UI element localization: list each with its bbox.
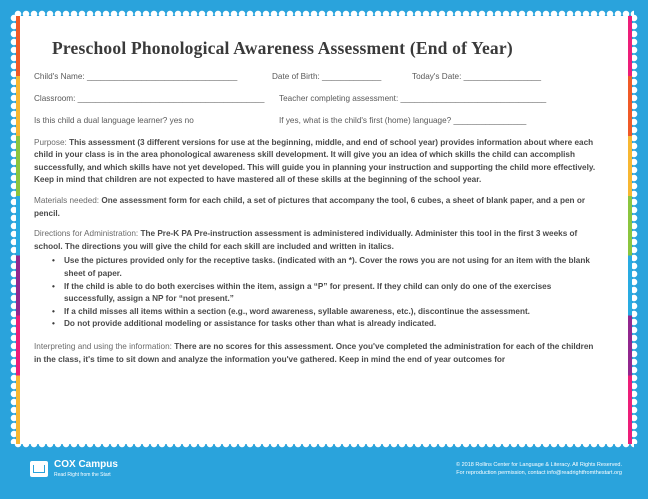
materials-text: One assessment form for each child, a set of pictures that accompany the tool, 6 cubes, a sheet of blank paper, and a pen or pencil.	[34, 195, 586, 218]
field-row-name	[34, 71, 596, 83]
list-item: • Do not provide additional modeling or assistance for tasks other than what is already indicated.	[64, 318, 596, 331]
color-strip-right	[628, 16, 632, 444]
interpreting-text: There are no scores for this assessment. Once you've completed the administration for each of the children in the class, it's time to sit down and analyze the information you've gathered. Keep in mind the end of year outcomes for	[34, 341, 594, 364]
list-item: • Use the pictures provided only for the receptive tasks. (indicated with an *). Cover the rows you are not using for an item with the blank sheet of paper.	[64, 255, 596, 280]
classroom-field: Classroom: _________________________________________	[34, 93, 265, 103]
permission-text: For reproduction permission, contact info@readrightfromthestart.org	[456, 470, 622, 476]
color-strip-left	[16, 16, 20, 444]
purpose-paragraph	[34, 137, 596, 187]
page-title: Preschool Phonological Awareness Assessment (End of Year)	[52, 38, 513, 58]
field-row-classroom	[34, 93, 596, 105]
logo-name: COX Campus	[54, 459, 118, 470]
purpose-label: Purpose:	[34, 137, 67, 147]
purpose-text: This assessment (3 different versions for use at the beginning, middle, and end of school year) provides information about where each child in your class is in the area phonological awareness skill development. It will give you an idea of which skills the child can accomplish successfully, and which skills have not yet developed. This will guide you in planning your instruction and supporting the child more effectively. Keep in mind that children are not expected to have mastered all of these skills at the beginning of the school year.	[34, 137, 596, 185]
teacher-field: Teacher completing assessment: ________________________________	[279, 93, 547, 103]
list-item: • If the child is able to do both exercises within the item, assign a “P” for present. If they child can only do one of the exercises successfully, assign a NP for “not present.”	[64, 281, 596, 306]
materials-label: Materials needed:	[34, 195, 100, 205]
copyright-text: © 2018 Rollins Center for Language & Literacy. All Rights Reserved.	[456, 462, 622, 468]
field-row-language	[34, 115, 596, 127]
book-logo-icon	[30, 461, 48, 477]
dual-language-field: Is this child a dual language learner? yes no	[34, 115, 194, 125]
directions-paragraph	[34, 228, 596, 253]
logo-tagline: Read Right from the Start	[54, 472, 111, 478]
childs-name-field: Child's Name: _________________________________	[34, 71, 238, 81]
date-of-birth-field: Date of Birth: _____________	[272, 71, 382, 81]
copyright-block	[456, 461, 622, 477]
directions-label: Directions for Administration:	[34, 229, 139, 239]
footer	[0, 449, 648, 499]
interpreting-label: Interpreting and using the information:	[34, 341, 172, 351]
interpreting-paragraph	[34, 341, 596, 366]
materials-paragraph	[34, 195, 596, 220]
first-language-field: If yes, what is the child's first (home) language? ________________	[279, 115, 527, 125]
document-content	[34, 38, 596, 366]
directions-list	[34, 255, 596, 331]
directions-text: The Pre-K PA Pre-instruction assessment is administered individually. Administer this tool in the first 3 weeks of school. The directions you will give the child for each skill are included and written in italics.	[34, 229, 578, 251]
todays-date-field: Today's Date: _________________	[412, 71, 542, 81]
list-item: • If a child misses all items within a section (e.g., word awareness, syllable awareness, etc.), discontinue the assessment.	[64, 306, 596, 319]
